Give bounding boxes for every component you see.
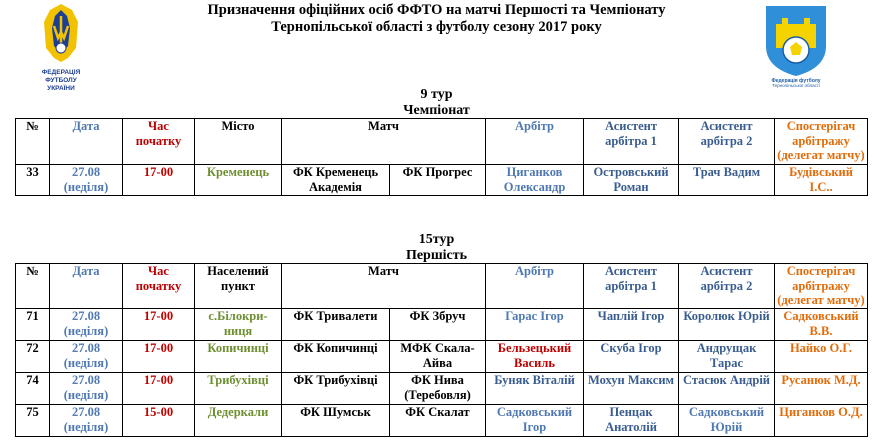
col-assistant-2: Асистент арбітра 2 — [679, 119, 775, 165]
match-place: с.Білокри-ниця — [195, 309, 282, 341]
table-row — [16, 405, 868, 437]
championship-name: Чемпіонат — [403, 103, 470, 118]
home-team: ФК Тривалети — [282, 309, 390, 341]
match-place: Кременець — [195, 165, 282, 196]
home-team: ФК Кременець Академія — [282, 165, 390, 196]
away-team: ФК Нива (Теребовля) — [390, 373, 486, 405]
observer: Найко О.Г. — [775, 341, 868, 373]
col-assistant-2: Асистент арбітра 2 — [679, 264, 775, 309]
col-date: Дата — [50, 119, 123, 165]
match-number: 72 — [16, 341, 50, 373]
table-header-row — [16, 264, 868, 309]
col-referee: Арбітр — [486, 264, 584, 309]
first-league-name: Першість — [405, 248, 468, 263]
first-league-caption — [0, 232, 873, 264]
referee: Бельзецький Василь — [486, 341, 584, 373]
referee: Циганков Олександр — [486, 165, 584, 196]
match-time: 15-00 — [123, 405, 195, 437]
assistant-1: Чаплій Ігор — [584, 309, 679, 341]
observer: Будівський І.С.. — [775, 165, 868, 196]
col-match: Матч — [282, 119, 486, 165]
first-league-table — [15, 263, 868, 437]
match-date: 27.08 (неділя) — [50, 165, 123, 196]
title-line-2: Тернопільської області з футболу сезону 2017 року — [271, 19, 602, 35]
ffto-logo-text-2: Тернопільської області — [772, 83, 820, 88]
col-place: Населений пункт — [195, 264, 282, 309]
match-place: Трибухівці — [195, 373, 282, 405]
col-time: Час початку — [123, 119, 195, 165]
referee: Садковський Ігор — [486, 405, 584, 437]
col-time: Час початку — [123, 264, 195, 309]
assistant-2: Стасюк Андрій — [679, 373, 775, 405]
match-time: 17-00 — [123, 373, 195, 405]
away-team: МФК Скала-Айва — [390, 341, 486, 373]
ffu-logo-text-1: ФЕДЕРАЦІЯ — [41, 69, 81, 76]
match-time: 17-00 — [123, 341, 195, 373]
table-header-row — [16, 119, 868, 165]
col-date: Дата — [50, 264, 123, 309]
assistant-2: Андрущак Тарас — [679, 341, 775, 373]
match-time: 17-00 — [123, 165, 195, 196]
col-assistant-1: Асистент арбітра 1 — [584, 264, 679, 309]
assistant-2: Садковський Юрій — [679, 405, 775, 437]
match-number: 74 — [16, 373, 50, 405]
assistant-1: Скуба Ігор — [584, 341, 679, 373]
ffto-logo-text-1: Федерація футболу — [771, 78, 821, 84]
match-date: 27.08 (неділя) — [50, 341, 123, 373]
col-observer: Спостерігач арбітражу (делегат матчу) — [775, 119, 868, 165]
col-assistant-1: Асистент арбітра 1 — [584, 119, 679, 165]
col-no: № — [16, 119, 50, 165]
col-no: № — [16, 264, 50, 309]
assistant-2: Королюк Юрій — [679, 309, 775, 341]
ffu-logo-text-2: ФУТБОЛУ — [45, 77, 77, 84]
match-place: Дедеркали — [195, 405, 282, 437]
assistant-1: Островський Роман — [584, 165, 679, 196]
table-row — [16, 165, 868, 196]
first-league-round: 15тур — [418, 232, 455, 247]
away-team: ФК Скалат — [390, 405, 486, 437]
col-match: Матч — [282, 264, 486, 309]
championship-round: 9 тур — [420, 87, 453, 102]
col-referee: Арбітр — [486, 119, 584, 165]
match-date: 27.08 (неділя) — [50, 373, 123, 405]
observer: Русанюк М.Д. — [775, 373, 868, 405]
assistant-1: Мохун Максим — [584, 373, 679, 405]
match-date: 27.08 (неділя) — [50, 309, 123, 341]
referee: Буняк Віталій — [486, 373, 584, 405]
match-number: 33 — [16, 165, 50, 196]
document-title — [0, 2, 873, 36]
championship-table — [15, 118, 868, 196]
match-place: Копичинці — [195, 341, 282, 373]
away-team: ФК Прогрес — [390, 165, 486, 196]
title-line-1: Призначення офіційних осіб ФФТО на матчі Першості та Чемпіонату — [207, 2, 666, 18]
match-date: 27.08 (неділя) — [50, 405, 123, 437]
home-team: ФК Шумськ — [282, 405, 390, 437]
table-row — [16, 309, 868, 341]
championship-caption — [0, 87, 873, 119]
match-time: 17-00 — [123, 309, 195, 341]
home-team: ФК Трибухівці — [282, 373, 390, 405]
table-row — [16, 341, 868, 373]
observer: Циганков О.Д. — [775, 405, 868, 437]
match-number: 71 — [16, 309, 50, 341]
table-row — [16, 373, 868, 405]
referee: Гарас Ігор — [486, 309, 584, 341]
match-number: 75 — [16, 405, 50, 437]
col-place: Місто — [195, 119, 282, 165]
ffu-logo-text-3: УКРАЇНИ — [47, 85, 75, 92]
assistant-1: Пенцак Анатолій — [584, 405, 679, 437]
observer: Садковський В.В. — [775, 309, 868, 341]
away-team: ФК Збруч — [390, 309, 486, 341]
col-observer: Спостерігач арбітражу (делегат матчу) — [775, 264, 868, 309]
home-team: ФК Копичинці — [282, 341, 390, 373]
assistant-2: Трач Вадим — [679, 165, 775, 196]
